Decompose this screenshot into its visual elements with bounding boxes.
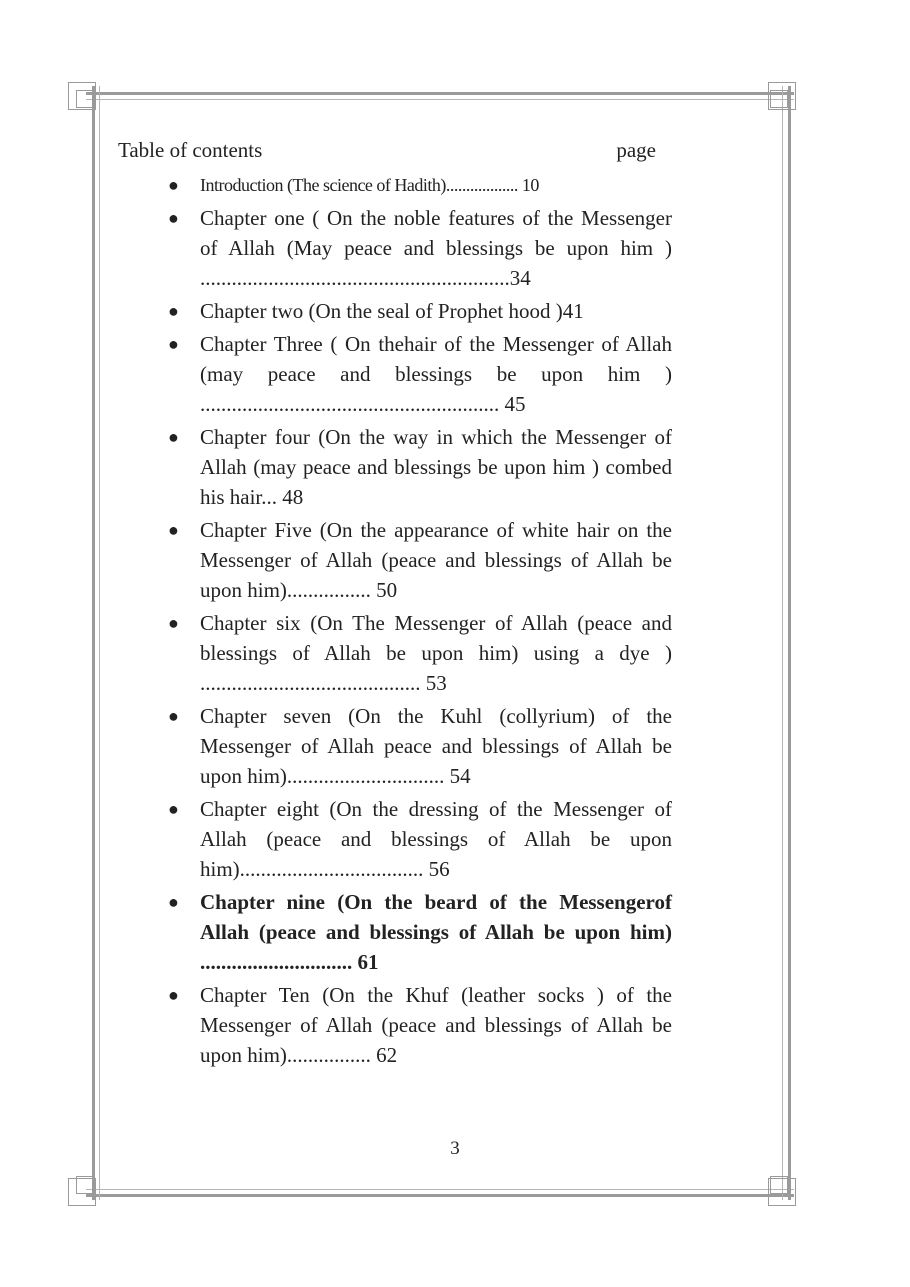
toc-entry-text: Chapter seven (On the Kuhl (collyrium) of the Messenger of Allah peace and blessings of Allah be upon him).............................. [200, 704, 672, 788]
bullet-icon: ● [168, 892, 179, 912]
bullet-icon: ● [168, 799, 179, 819]
toc-entry[interactable] [160, 515, 672, 605]
bullet-icon: ● [168, 301, 179, 321]
page-column-label: page [616, 138, 656, 162]
toc-entry-text: Chapter four (On the way in which the Messenger of Allah (may peace and blessings be upon him ) combed his hair... [200, 425, 672, 509]
toc-entry-text: Chapter one ( On the noble features of the Messenger of Allah (May peace and blessings be upon him ) ........................................................... [200, 206, 672, 290]
corner-ornament-top-right [764, 76, 804, 116]
bullet-icon: ● [168, 175, 179, 195]
bullet-icon: ● [168, 427, 179, 447]
toc-entry-page: 45 [504, 392, 526, 416]
toc-entry-text: Chapter nine (On the beard of the Messengerof Allah (peace and blessings of Allah be upon him) ............................. [200, 890, 672, 974]
toc-header [118, 138, 656, 168]
toc-entry-text: Chapter two (On the seal of Prophet hood ) [200, 299, 563, 323]
toc-entry-text: Chapter six (On The Messenger of Allah (peace and blessings of Allah be upon him) using a dye ) .......................................... [200, 611, 672, 695]
toc-entry[interactable] [160, 203, 672, 293]
toc-entry-page: 56 [428, 857, 450, 881]
toc-entry[interactable] [160, 170, 672, 200]
toc-entry-page: 48 [282, 485, 304, 509]
toc-entry-text: Chapter Ten (On the Khuf (leather socks ) of the Messenger of Allah (peace and blessings of Allah be upon him)................ [200, 983, 672, 1067]
toc-entry-page: 34 [509, 266, 531, 290]
toc-entry-page: 54 [449, 764, 471, 788]
bullet-icon: ● [168, 334, 179, 354]
bullet-icon: ● [168, 520, 179, 540]
corner-ornament-top-left [62, 76, 102, 116]
toc-entry[interactable] [160, 701, 672, 791]
toc-entry-text: Chapter Three ( On thehair of the Messenger of Allah (may peace and blessings be upon him ) ......................................................... [200, 332, 672, 416]
toc-entry[interactable] [160, 887, 672, 977]
bullet-icon: ● [168, 985, 179, 1005]
bullet-icon: ● [168, 613, 179, 633]
toc-entry-page: 10 [521, 175, 539, 195]
toc-title: Table of contents [118, 138, 263, 162]
toc-entry[interactable] [160, 794, 672, 884]
corner-ornament-bottom-left [62, 1172, 102, 1212]
toc-list [160, 170, 672, 1073]
toc-entry-text: Chapter eight (On the dressing of the Messenger of Allah (peace and blessings of Allah be upon him)................................... [200, 797, 672, 881]
toc-entry[interactable] [160, 980, 672, 1070]
toc-entry-page: 41 [562, 299, 584, 323]
bullet-icon: ● [168, 208, 179, 228]
toc-entry[interactable] [160, 329, 672, 419]
toc-entry[interactable] [160, 608, 672, 698]
bullet-icon: ● [168, 706, 179, 726]
toc-entry[interactable] [160, 422, 672, 512]
toc-entry-page: 50 [376, 578, 398, 602]
toc-entry-text: Chapter Five (On the appearance of white hair on the Messenger of Allah (peace and blessings of Allah be upon him)................ [200, 518, 672, 602]
toc-entry-page: 61 [357, 950, 379, 974]
corner-ornament-bottom-right [764, 1172, 804, 1212]
toc-entry-page: 62 [376, 1043, 398, 1067]
toc-entry-page: 53 [425, 671, 447, 695]
toc-entry[interactable] [160, 296, 672, 326]
page-number: 3 [450, 1138, 460, 1159]
toc-entry-text: Introduction (The science of Hadith).................. [200, 175, 518, 195]
